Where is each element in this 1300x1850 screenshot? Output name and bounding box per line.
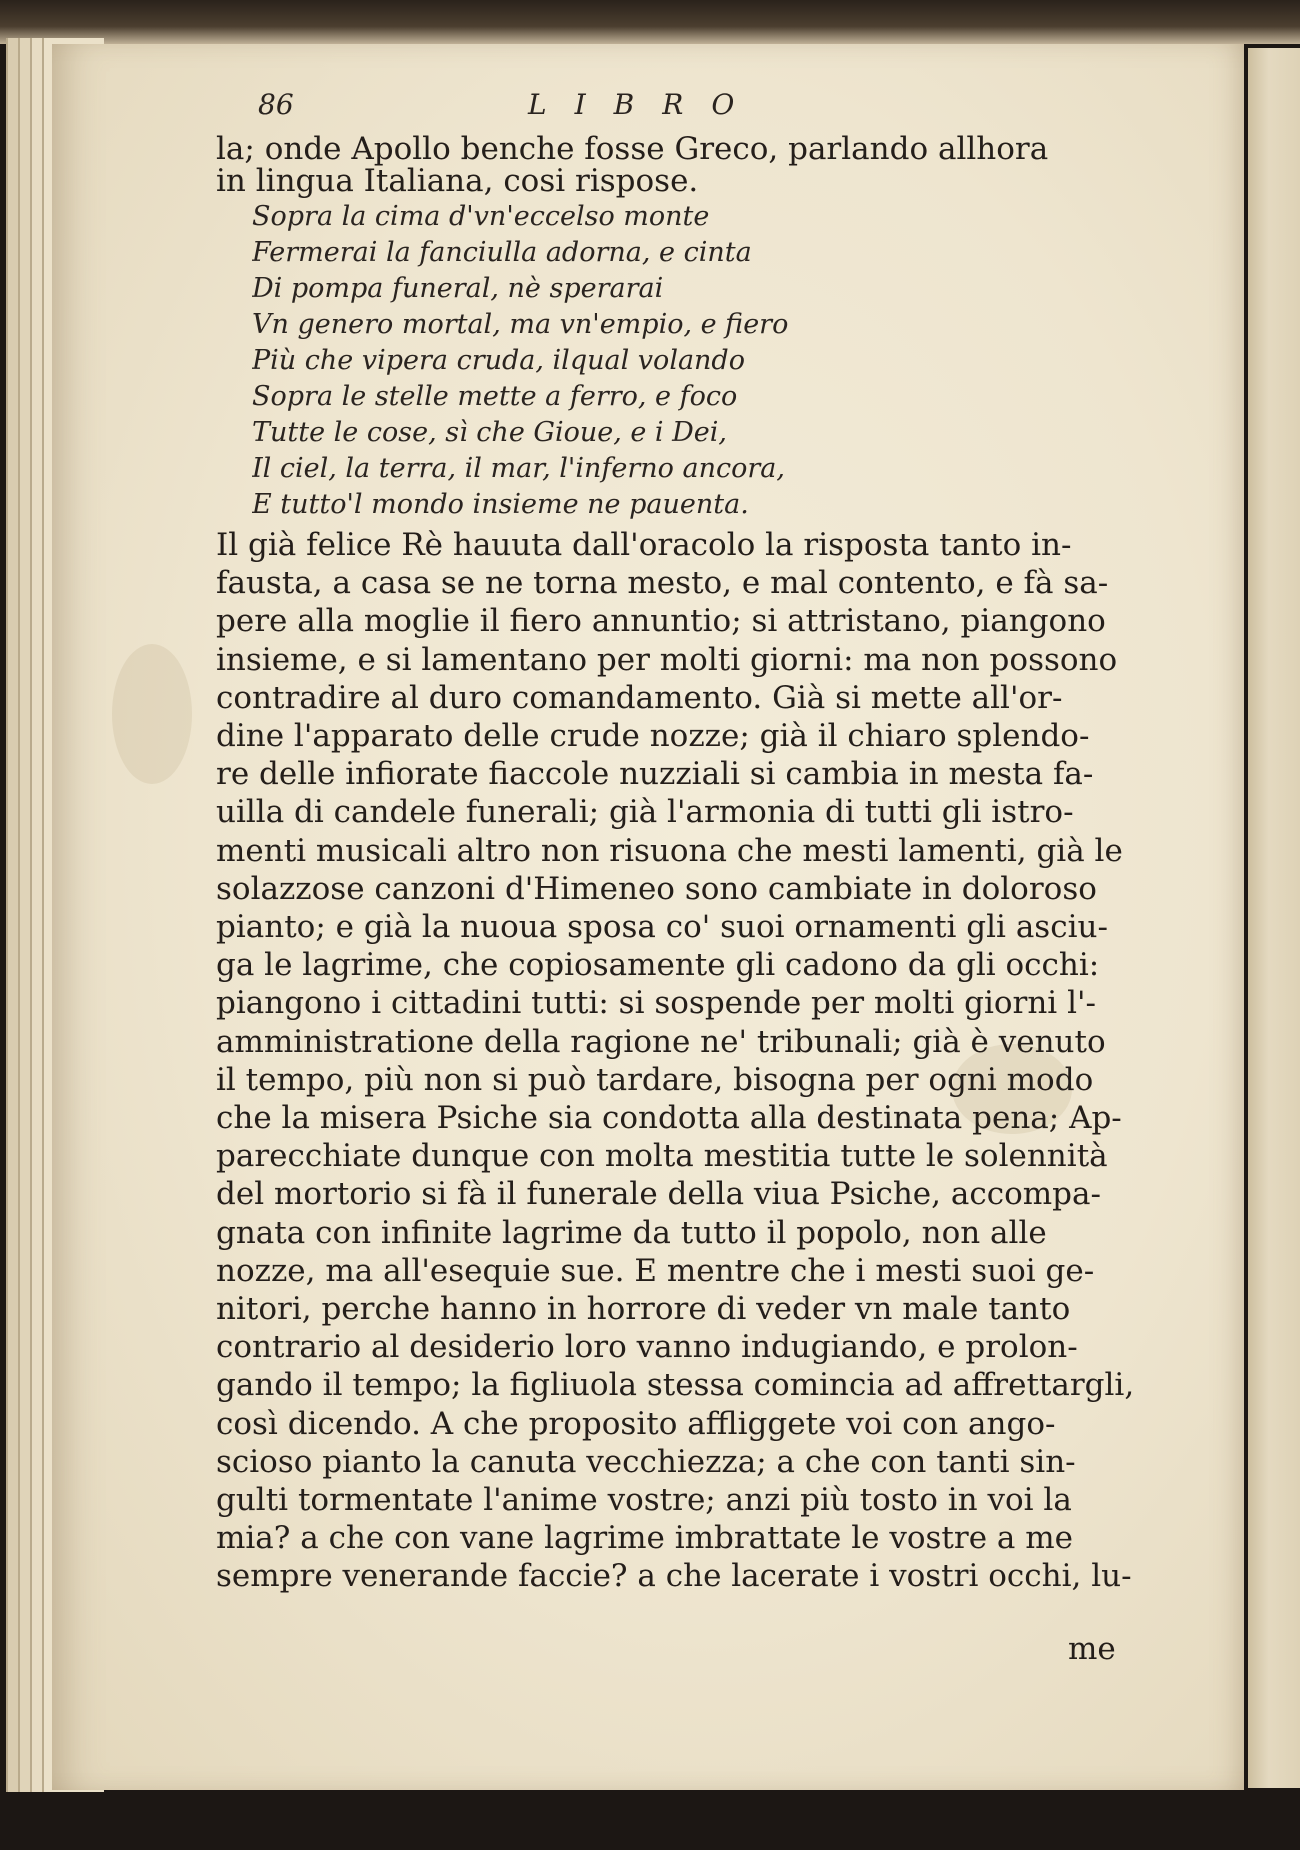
prose-line: ga le lagrime, che copiosamente gli cadono da gli occhi: [216,947,1100,984]
adjacent-page-edge [1248,48,1300,1788]
prose-line: insieme, e si lamentano per molti giorni: ma non possono [216,641,1118,678]
prose-line: menti musicali altro non risuona che mesti lamenti, già le [216,832,1123,869]
verse-line: E tutto'l mondo insieme ne pauenta. [252,489,749,520]
verse-line: Sopra la cima d'vn'eccelso monte [252,201,710,232]
verse-line: Di pompa funeral, nè sperarai [252,273,664,304]
prose-line: re delle infiorate fiaccole nuzziali si cambia in mesta fa- [216,756,1094,793]
verse-line: Fermerai la fanciulla adorna, e cinta [252,237,752,268]
verse-line: Tutte le cose, sì che Gioue, e i Dei, [252,417,727,448]
verse-line: Vn genero mortal, ma vn'empio, e fiero [252,309,789,340]
prose-line: in lingua Italiana, cosi rispose. [216,163,699,199]
prose-line: mia? a che con vane lagrime imbrattate le vostre a me [216,1520,1073,1557]
running-title: LIBRO [528,88,763,121]
prose-line: solazzose canzoni d'Himeneo sono cambiate in doloroso [216,870,1097,907]
prose-line: amministratione della ragione ne' tribunali; già è venuto [216,1023,1106,1060]
verse-line: Più che vipera cruda, ilqual volando [252,345,745,376]
prose-line: gnata con infinite lagrime da tutto il popolo, non alle [216,1214,1047,1251]
prose-line: gulti tormentate l'anime vostre; anzi più tosto in voi la [216,1482,1072,1518]
prose-line: fausta, a casa se ne torna mesto, e mal contento, e fà sa- [216,565,1109,602]
prose-line: nitori, perche hanno in horrore di veder vn male tanto [216,1291,1071,1327]
prose-line: Il già felice Rè hauuta dall'oracolo la risposta tanto in- [216,527,1072,563]
prose-line: contrario al desiderio loro vanno indugiando, e prolon- [216,1329,1078,1366]
prose-line: la; onde Apollo benche fosse Greco, parlando allhora [216,131,1049,167]
prose-line: dine l'apparato delle crude nozze; già il chiaro splendo- [216,718,1090,754]
prose-line: contradire al duro comandamento. Già si mette all'or- [216,679,1063,716]
catchword: me [1068,1631,1116,1667]
verse-line: Il ciel, la terra, il mar, l'inferno ancora, [252,453,785,484]
prose-line: uilla di candele funerali; già l'armonia di tutti gli istro- [216,794,1074,831]
page-header [258,88,818,128]
prose-line: nozze, ma all'esequie sue. E mentre che i mesti suoi ge- [216,1252,1095,1289]
prose-line: così dicendo. A che proposito affliggete voi con ango- [216,1405,1056,1442]
book-top-edge [0,0,1300,44]
page-number: 86 [258,88,294,121]
prose-line: pianto; e già la nuoua sposa co' suoi ornamenti gli asciu- [216,909,1108,945]
prose-line: parecchiate dunque con molta mestitia tutte le solennità [216,1138,1108,1175]
prose-line: sempre venerande faccie? a che lacerate i vostri occhi, lu- [216,1558,1132,1595]
prose-line: piangono i cittadini tutti: si sospende per molti giorni l'- [216,985,1096,1022]
prose-line: che la misera Psiche sia condotta alla destinata pena; Ap- [216,1100,1122,1136]
prose-line: il tempo, più non si può tardare, bisogna per ogni modo [216,1061,1094,1098]
prose-line: scioso pianto la canuta vecchiezza; a che con tanti sin- [216,1443,1076,1480]
prose-line: gando il tempo; la figliuola stessa comincia ad affrettargli, [216,1367,1135,1404]
paper-stain [112,644,192,784]
prose-line: pere alla moglie il fiero annuntio; si attristano, piangono [216,603,1106,640]
verse-line: Sopra le stelle mette a ferro, e foco [252,381,738,412]
prose-line: del mortorio si fà il funerale della viua Psiche, accompa- [216,1176,1101,1213]
